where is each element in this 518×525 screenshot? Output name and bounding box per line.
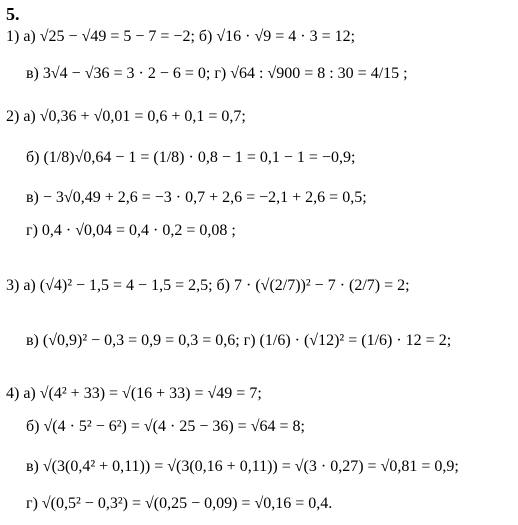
part-1-line-1: 1) а) √25 − √49 = 5 − 7 = −2; б) √16 · √9 = 4 · 3 = 12;	[6, 28, 356, 45]
part-2-line-4: г) 0,4 · √0,04 = 0,4 · 0,2 = 0,08 ;	[26, 222, 236, 239]
part-4-line-1: 4) а) √(4² + 33) = √(16 + 33) = √49 = 7;	[6, 385, 262, 402]
part-2-line-2: б) (1/8)√0,64 − 1 = (1/8) · 0,8 − 1 = 0,1 − 1 = −0,9;	[26, 149, 356, 166]
part-3-line-2: в) (√0,9)² − 0,3 = 0,9 = 0,3 = 0,6; г) (1/6) · (√12)² = (1/6) · 12 = 2;	[26, 332, 452, 349]
part-4-line-2: б) √(4 · 5² − 6²) = √(4 · 25 − 36) = √64 = 8;	[26, 418, 305, 435]
problem-number: 5.	[6, 4, 20, 24]
part-2-line-3: в) − 3√0,49 + 2,6 = −3 · 0,7 + 2,6 = −2,1 + 2,6 = 0,5;	[26, 189, 367, 206]
part-1-line-2: в) 3√4 − √36 = 3 · 2 − 6 = 0; г) √64 : √900 = 8 : 30 = 4/15 ;	[26, 65, 408, 82]
part-4-line-3: в) √(3(0,4² + 0,11)) = √(3(0,16 + 0,11)) = √(3 · 0,27) = √0,81 = 0,9;	[26, 458, 459, 475]
part-4-line-4: г) √(0,5² − 0,3²) = √(0,25 − 0,09) = √0,16 = 0,4.	[26, 495, 333, 512]
part-3-line-1: 3) а) (√4)² − 1,5 = 4 − 1,5 = 2,5; б) 7 · (√(2/7))² − 7 · (2/7) = 2;	[6, 277, 410, 294]
part-2-line-1: 2) а) √0,36 + √0,01 = 0,6 + 0,1 = 0,7;	[6, 108, 246, 125]
